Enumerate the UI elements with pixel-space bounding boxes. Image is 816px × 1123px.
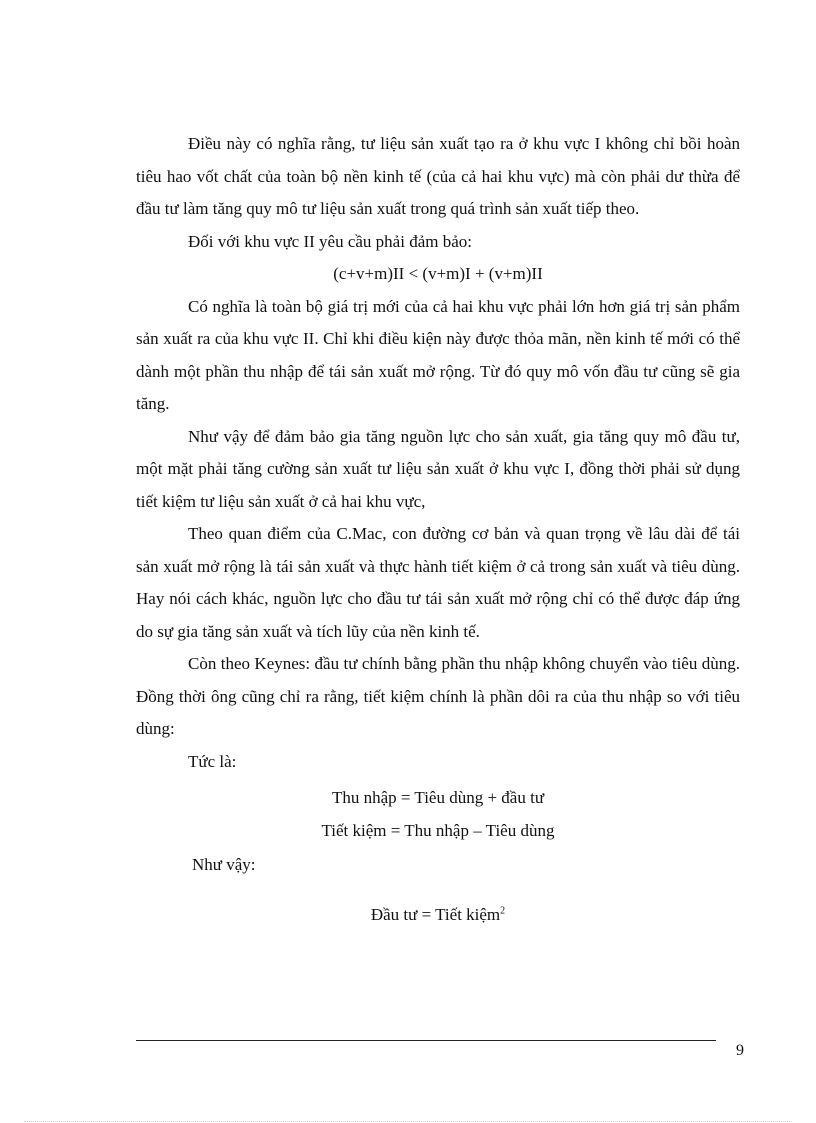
footnote-reference: 2 xyxy=(500,904,506,916)
body-text xyxy=(136,128,740,931)
formula-3: Tiết kiệm = Thu nhập – Tiêu dùng xyxy=(321,820,555,840)
formula-2: Thu nhập = Tiêu dùng + đầu tư xyxy=(331,788,545,807)
keynes-formulas xyxy=(136,782,740,847)
page-bottom-border xyxy=(24,1121,792,1122)
formula-4: Đầu tư = Tiết kiệm xyxy=(370,904,501,924)
paragraph-2: Đối với khu vực II yêu cầu phải đảm bảo: xyxy=(188,231,472,251)
formula-1: (c+v+m)II < (v+m)I + (v+m)II xyxy=(333,264,543,283)
paragraph-1: Điều này có nghĩa rằng, tư liệu sản xuất tạo ra ở khu vực I không chỉ bồi hoàn tiêu hao vốt chất của toàn bộ nền kinh tế (của cả hai khu vực) mà còn phải dư thừa để đầu tư làm tăng quy mô tư liệu sản xuất trong quá trình sản xuất tiếp theo. xyxy=(136,134,740,218)
footer-rule xyxy=(136,1040,716,1041)
tuc-la-label: Tức là: xyxy=(188,751,237,771)
paragraph-4: Như vậy để đảm bảo gia tăng nguồn lực cho sản xuất, gia tăng quy mô đầu tư, một mặt phải tăng cường sản xuất tư liệu sản xuất ở khu vực I, đồng thời phải sử dụng tiết kiệm tư liệu sản xuất ở cả hai khu vực, xyxy=(136,426,740,511)
page-number: 9 xyxy=(736,1042,744,1059)
formula-4-line xyxy=(136,899,740,932)
nhu-vay-label: Như vậy: xyxy=(192,855,256,874)
paragraph-6: Còn theo Keynes: đầu tư chính bằng phần thu nhập không chuyển vào tiêu dùng. Đồng thời ông cũng chỉ ra rằng, tiết kiệm chính là phần dôi ra của thu nhập so với tiêu dùng: xyxy=(136,654,740,738)
paragraph-5: Theo quan điểm của C.Mac, con đường cơ bản và quan trọng về lâu dài để tái sản xuất mở rộng là tái sản xuất và thực hành tiết kiệm ở cả trong sản xuất và tiêu dùng. Hay nói cách khác, nguồn lực cho đầu tư tái sản xuất mở rộng chỉ có thể được đáp ứng do sự gia tăng sản xuất và tích lũy của nền kinh tế. xyxy=(136,524,740,641)
paragraph-3: Có nghĩa là toàn bộ giá trị mới của cả hai khu vực phải lớn hơn giá trị sản phẩm sản xuất ra của khu vực II. Chỉ khi điều kiện này được thỏa mãn, nền kinh tế mới có thể dành một phần thu nhập để tái sản xuất mở rộng. Từ đó quy mô vốn đầu tư cũng sẽ gia tăng. xyxy=(136,296,740,413)
